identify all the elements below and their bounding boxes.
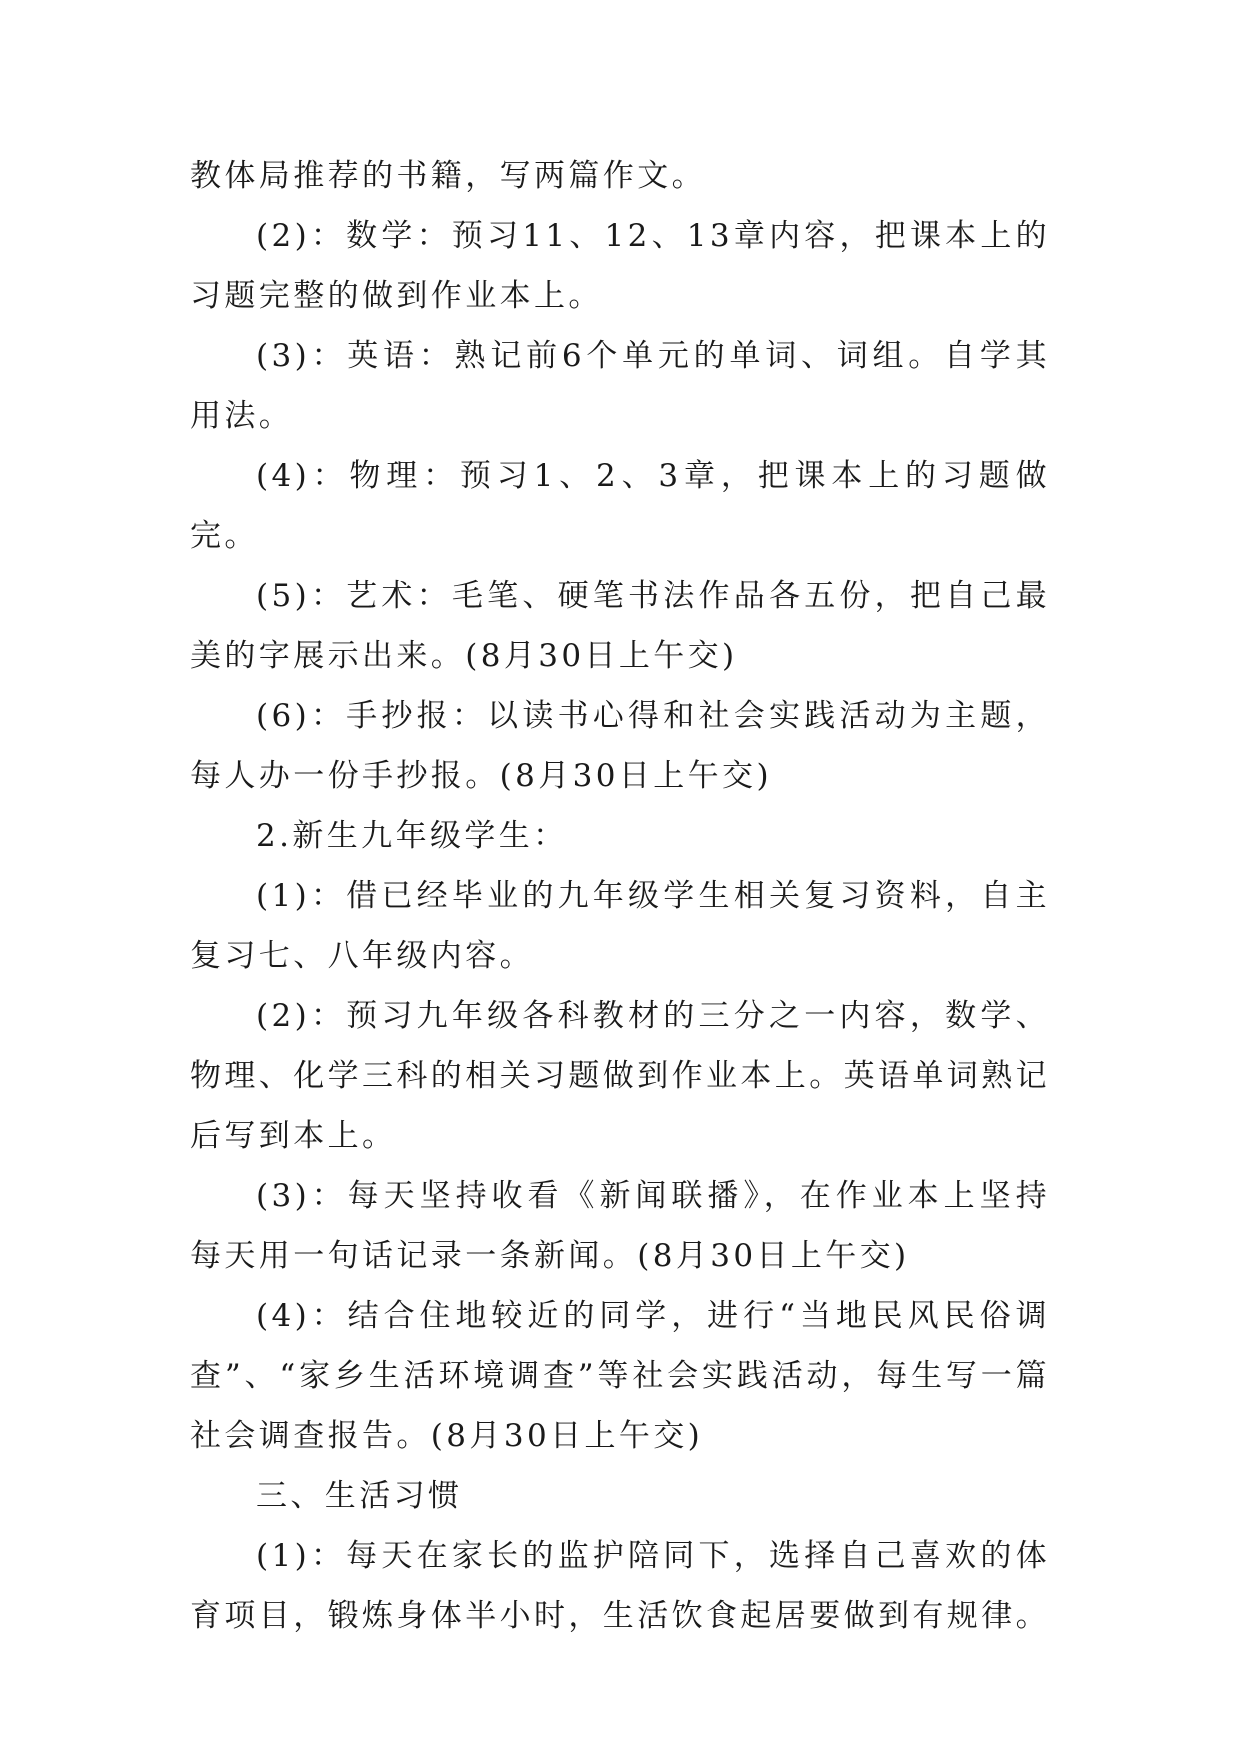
paragraph: (3)：英语：熟记前6个单元的单词、词组。自学其用法。 bbox=[190, 338, 1050, 434]
paragraph: (4)：结合住地较近的同学，进行“当地民风民俗调查”、“家乡生活环境调查”等社会实践活动，每生写一篇社会调查报告。(8月30日上午交) bbox=[190, 1298, 1050, 1454]
paragraph: 教体局推荐的书籍，写两篇作文。 bbox=[190, 158, 706, 194]
paragraph: (3)：每天坚持收看《新闻联播》，在作业本上坚持每天用一句话记录一条新闻。(8月30日上午交) bbox=[190, 1178, 1050, 1274]
document-page bbox=[190, 146, 1050, 1646]
paragraph: (2)：数学：预习11、12、13章内容，把课本上的习题完整的做到作业本上。 bbox=[190, 218, 1050, 314]
paragraph: (4)：物理：预习1、2、3章，把课本上的习题做完。 bbox=[190, 458, 1050, 554]
section-heading: 三、生活习惯 bbox=[256, 1478, 463, 1514]
section-heading: 2.新生九年级学生： bbox=[256, 818, 568, 854]
paragraph: (6)：手抄报：以读书心得和社会实践活动为主题，每人办一份手抄报。(8月30日上午交) bbox=[190, 698, 1050, 794]
paragraph: (1)：每天在家长的监护陪同下，选择自己喜欢的体育项目，锻炼身体半小时，生活饮食起居要做到有规律。 bbox=[190, 1538, 1050, 1634]
paragraph: (2)：预习九年级各科教材的三分之一内容，数学、物理、化学三科的相关习题做到作业本上。英语单词熟记后写到本上。 bbox=[190, 998, 1050, 1154]
paragraph: (1)：借已经毕业的九年级学生相关复习资料，自主复习七、八年级内容。 bbox=[190, 878, 1050, 974]
paragraph: (5)：艺术：毛笔、硬笔书法作品各五份，把自己最美的字展示出来。(8月30日上午交) bbox=[190, 578, 1050, 674]
